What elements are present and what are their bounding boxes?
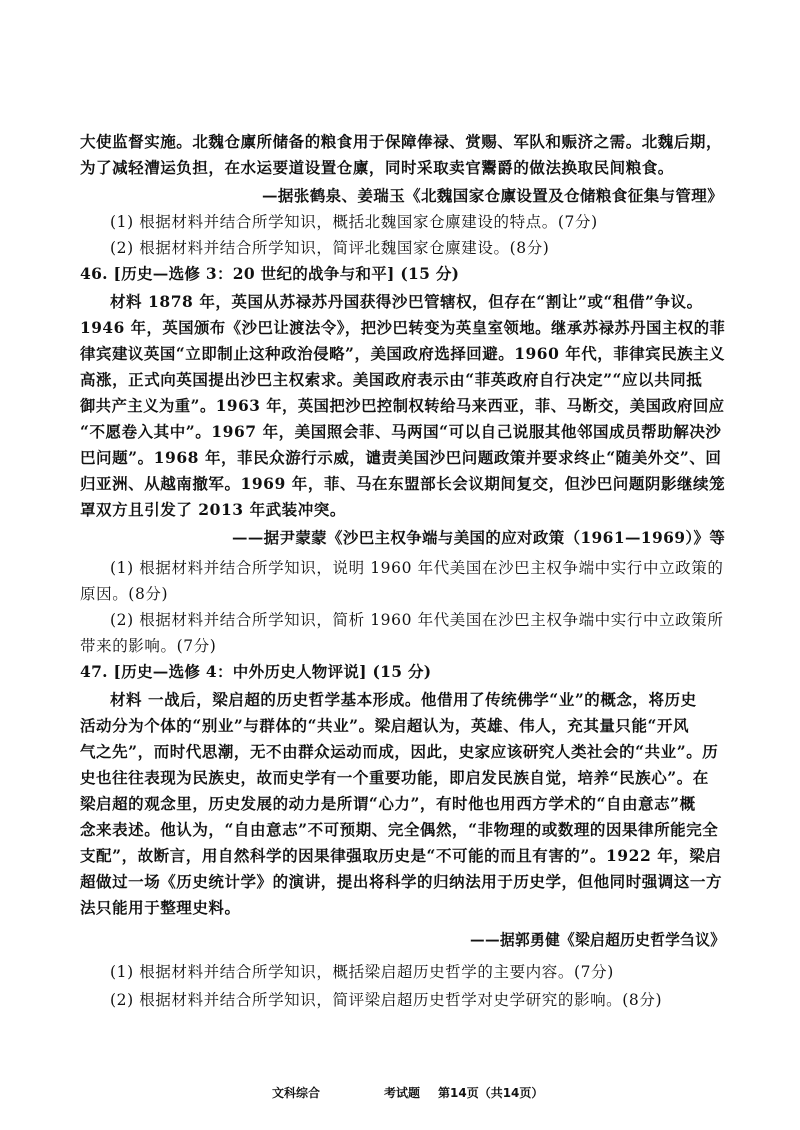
material-line: 大使监督实施。北魏仓廪所储备的粮食用于保障俸禄、赏赐、军队和赈济之需。北魏后期，	[80, 132, 723, 151]
material-line: 材料 一战后，梁启超的历史哲学基本形成。他借用了传统佛学“业”的概念，将历史	[110, 690, 697, 709]
material-line: “不愿卷入其中”。1967 年，美国照会菲、马两国“可以自己说服其他邻国成员帮助解决沙	[80, 422, 722, 441]
material-source: ——据郭勇健《梁启超历史哲学刍议》	[470, 930, 726, 949]
material-line: 罩双方且引发了 2013 年武装冲突。	[80, 500, 346, 519]
material-line: 1946 年，英国颁布《沙巴让渡法令》，把沙巴转变为英皇室领地。继承苏禄苏丹国主权的菲	[80, 318, 726, 337]
footer-page-number: 第14页（共14页）	[438, 1086, 544, 1100]
material-source: ——据尹蒙蒙《沙巴主权争端与美国的应对政策（1961—1969）》等	[232, 528, 726, 547]
material-line: 材料 1878 年，英国从苏禄苏丹国获得沙巴管辖权，但存在“割让”或“租借”争议。	[110, 292, 703, 311]
question-2: (2) 根据材料并结合所学知识，简评北魏国家仓廪建设。(8分)	[110, 239, 550, 257]
question-2: (2) 根据材料并结合所学知识，简析 1960 年代美国在沙巴主权争端中实行中立政策所	[110, 611, 724, 629]
material-line: 法只能用于整理史料。	[80, 898, 241, 917]
question-1-continued: 原因。(8分)	[80, 585, 169, 603]
material-line: 律宾建议英国“立即制止这种政治侵略”，美国政府选择回避。1960 年代，菲律宾民族主义	[80, 344, 726, 363]
question-1: (1) 根据材料并结合所学知识，概括梁启超历史哲学的主要内容。(7分)	[110, 963, 614, 981]
question-2: (2) 根据材料并结合所学知识，简评梁启超历史哲学对史学研究的影响。(8分)	[110, 991, 663, 1009]
material-line: 巴问题”。1968 年，菲民众游行示威，谴责美国沙巴问题政策并要求终止“随美外交”、回	[80, 448, 722, 467]
material-line: 念来表述。他认为，“自由意志”不可预期、完全偶然，“非物理的或数理的因果律所能完全	[80, 820, 719, 839]
material-line: 超做过一场《历史统计学》的演讲，提出将科学的归纳法用于历史学，但他同时强调这一方	[80, 872, 723, 891]
material-line: 为了减轻漕运负担，在水运要道设置仓廪，同时采取卖官鬻爵的做法换取民间粮食。	[80, 158, 674, 177]
footer-subject: 文科综合	[272, 1086, 321, 1100]
material-line: 活动分为个体的“别业”与群体的“共业”。梁启超认为，英雄、伟人，充其量只能“开风	[80, 716, 690, 735]
question-2-continued: 带来的影响。(7分)	[80, 637, 217, 655]
material-line: 气之先”，而时代思潮，无不由群众运动而成，因此，史家应该研究人类社会的“共业”。历	[80, 742, 719, 761]
material-line: 御共产主义为重”。1963 年，英国把沙巴控制权转给马来西亚，菲、马断交，美国政府回应	[80, 396, 725, 415]
material-source: —据张鹤泉、姜瑞玉《北魏国家仓廪设置及仓储粮食征集与管理》	[262, 186, 724, 205]
material-line: 高涨，正式向英国提出沙巴主权索求。美国政府表示由“菲英政府自行决定”“应以共同抵	[80, 370, 703, 389]
footer-paper-type: 考试题	[384, 1086, 421, 1100]
material-line: 归亚洲、从越南撤军。1969 年，菲、马在东盟部长会议期间复交，但沙巴问题阴影继续笼	[80, 474, 726, 493]
question-1: (1) 根据材料并结合所学知识，说明 1960 年代美国在沙巴主权争端中实行中立政策的	[110, 559, 724, 577]
material-line: 史也往往表现为民族史，故而史学有一个重要功能，即启发民族自觉，培养“民族心”。在	[80, 768, 709, 787]
question-1: (1) 根据材料并结合所学知识，概括北魏国家仓廪建设的特点。(7分)	[110, 213, 598, 231]
material-line: 梁启超的观念里，历史发展的动力是所谓“心力”，有时他也用西方学术的“自由意志”概	[80, 794, 696, 813]
question-46-heading: 46. [历史—选修 3：20 世纪的战争与和平] (15 分)	[80, 264, 460, 283]
material-line: 支配”，故断言，用自然科学的因果律强取历史是“不可能的而且有害的”。1922 年，梁启	[80, 846, 722, 865]
question-47-heading: 47. [历史—选修 4：中外历史人物评说] (15 分)	[80, 662, 432, 681]
